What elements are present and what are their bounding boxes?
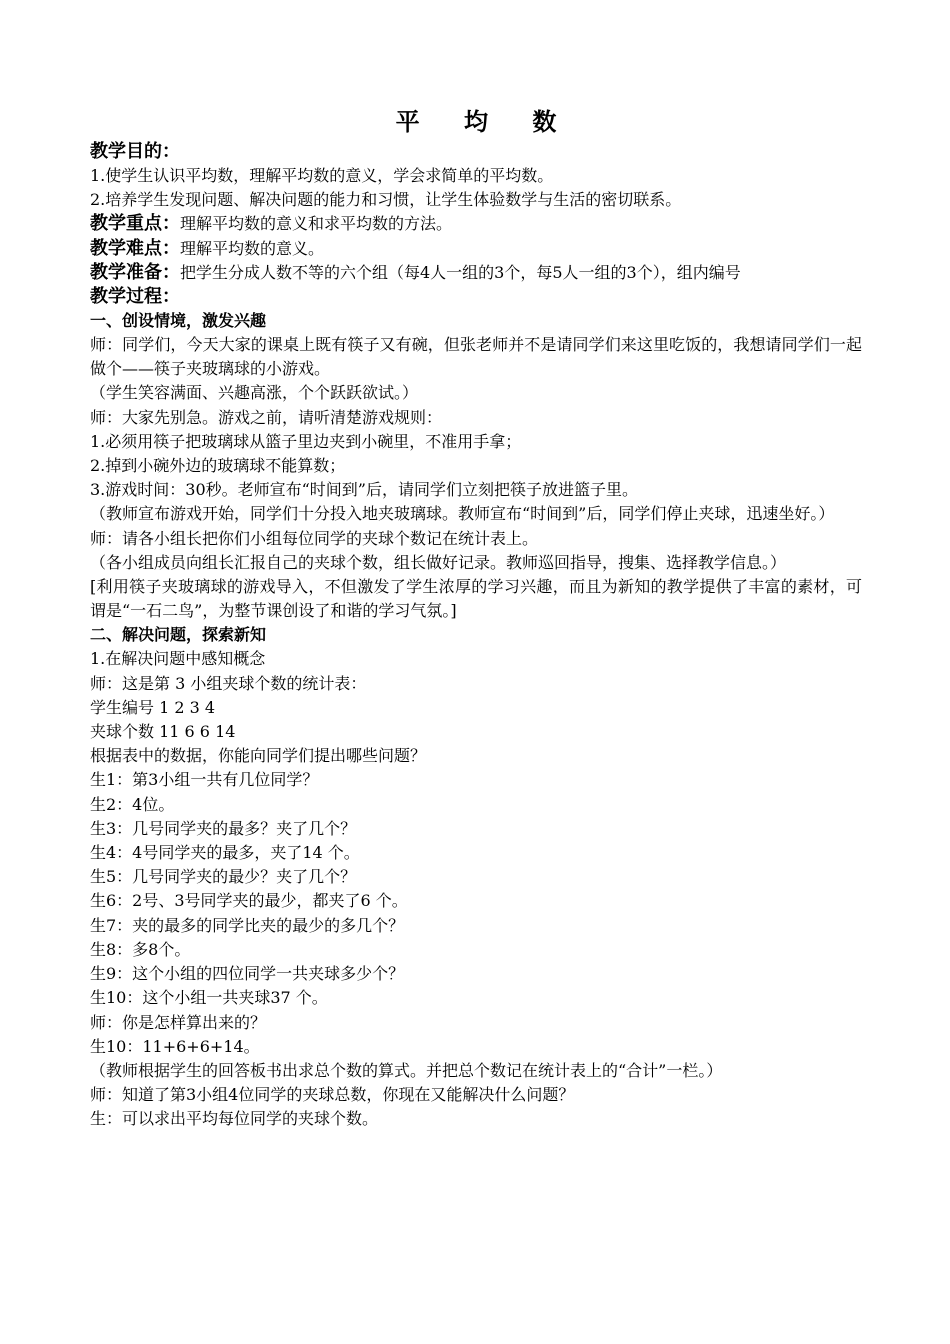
table-row-ball-count: 夹球个数 11 6 6 14 bbox=[90, 722, 236, 742]
paragraph: 师：大家先别急。游戏之前，请听清楚游戏规则： bbox=[90, 407, 443, 427]
preparation bbox=[90, 261, 862, 285]
table-row-student-number: 学生编号 1 2 3 4 bbox=[90, 697, 216, 717]
process-heading: 教学过程： bbox=[90, 286, 180, 308]
dialogue-line: 生1：第3小组一共有几位同学？ bbox=[90, 770, 319, 790]
objective-item: 2.培养学生发现问题、解决问题的能力和习惯，让学生体验数学与生活的密切联系。 bbox=[90, 190, 682, 210]
objectives-heading: 教学目的： bbox=[90, 141, 180, 162]
dialogue-line: 根据表中的数据，你能向同学们提出哪些问题？ bbox=[90, 746, 427, 766]
dialogue-line: 生7：夹的最多的同学比夹的最少的多几个？ bbox=[90, 915, 405, 935]
paragraph: 师：同学们，今天大家的课桌上既有筷子又有碗，但张老师并不是请同学们来这里吃饭的，我想请同学们一起做个——筷子夹玻璃球的小游戏。 bbox=[90, 335, 862, 379]
difficulty bbox=[90, 237, 862, 261]
section2-heading: 二、解决问题，探索新知 bbox=[90, 625, 267, 645]
dialogue-line: 生6：2号、3号同学夹的最少，都夹了6 个。 bbox=[90, 891, 408, 911]
paragraph: （教师宣布游戏开始，同学们十分投入地夹玻璃球。教师宣布“时间到”后，同学们停止夹球，迅速坐好。） bbox=[90, 504, 835, 524]
key-point-label: 教学重点： bbox=[90, 213, 180, 235]
dialogue-line: 师：这是第 3 小组夹球个数的统计表： bbox=[90, 673, 367, 693]
dialogue-line: （教师根据学生的回答板书出求总个数的算式。并把总个数记在统计表上的“合计”一栏。） bbox=[90, 1060, 723, 1080]
dialogue-line: 生2：4位。 bbox=[90, 794, 175, 814]
difficulty-text: 理解平均数的意义。 bbox=[180, 238, 325, 258]
page-title: 平 均 数 bbox=[395, 108, 575, 136]
paragraph: 师：请各小组长把你们小组每位同学的夹球个数记在统计表上。 bbox=[90, 528, 539, 548]
dialogue-line: 师：你是怎样算出来的？ bbox=[90, 1012, 267, 1032]
section1-heading: 一、创设情境，激发兴趣 bbox=[90, 311, 267, 331]
rule-item: 1.必须用筷子把玻璃球从篮子里边夹到小碗里，不准用手拿； bbox=[90, 431, 522, 451]
dialogue-line: 生10：11+6+6+14。 bbox=[90, 1036, 260, 1056]
dialogue-line: 师：知道了第3小组4位同学的夹球总数，你现在又能解决什么问题？ bbox=[90, 1085, 575, 1105]
dialogue-line: 生3：几号同学夹的最多？夹了几个？ bbox=[90, 818, 357, 838]
objective-item: 1.使学生认识平均数，理解平均数的意义，学会求简单的平均数。 bbox=[90, 166, 554, 185]
dialogue-line: 生9：这个小组的四位同学一共夹球多少个？ bbox=[90, 964, 405, 984]
rule-item: 3.游戏时间：30秒。老师宣布“时间到”后，请同学们立刻把筷子放进篮子里。 bbox=[90, 480, 638, 500]
dialogue-line: 生4：4号同学夹的最多，夹了14 个。 bbox=[90, 843, 360, 863]
subheading: 1.在解决问题中感知概念 bbox=[90, 649, 266, 669]
paragraph: （各小组成员向组长汇报自己的夹球个数，组长做好记录。教师巡回指导，搜集、选择教学信息。） bbox=[90, 552, 787, 572]
key-point bbox=[90, 212, 862, 236]
key-point-text: 理解平均数的意义和求平均数的方法。 bbox=[180, 214, 453, 234]
rule-item: 2.掉到小碗外边的玻璃球不能算数； bbox=[90, 456, 346, 476]
dialogue-line: 生：可以求出平均每位同学的夹球个数。 bbox=[90, 1109, 379, 1129]
dialogue-line: 生8：多8个。 bbox=[90, 939, 191, 959]
preparation-text: 把学生分成人数不等的六个组（每4人一组的3个，每5人一组的3个），组内编号 bbox=[180, 262, 741, 282]
paragraph: （学生笑容满面、兴趣高涨，个个跃跃欲试。） bbox=[90, 383, 419, 403]
commentary: [利用筷子夹玻璃球的游戏导入，不但激发了学生浓厚的学习兴趣，而且为新知的教学提供了丰富的素材，可谓是“一石二鸟”，为整节课创设了和谐的学习气氛。] bbox=[90, 577, 862, 621]
document-page bbox=[90, 104, 862, 1132]
preparation-label: 教学准备： bbox=[90, 261, 180, 283]
dialogue-line: 生10：这个小组一共夹球37 个。 bbox=[90, 988, 328, 1008]
dialogue-line: 生5：几号同学夹的最少？夹了几个？ bbox=[90, 867, 357, 887]
difficulty-label: 教学难点： bbox=[90, 237, 180, 259]
